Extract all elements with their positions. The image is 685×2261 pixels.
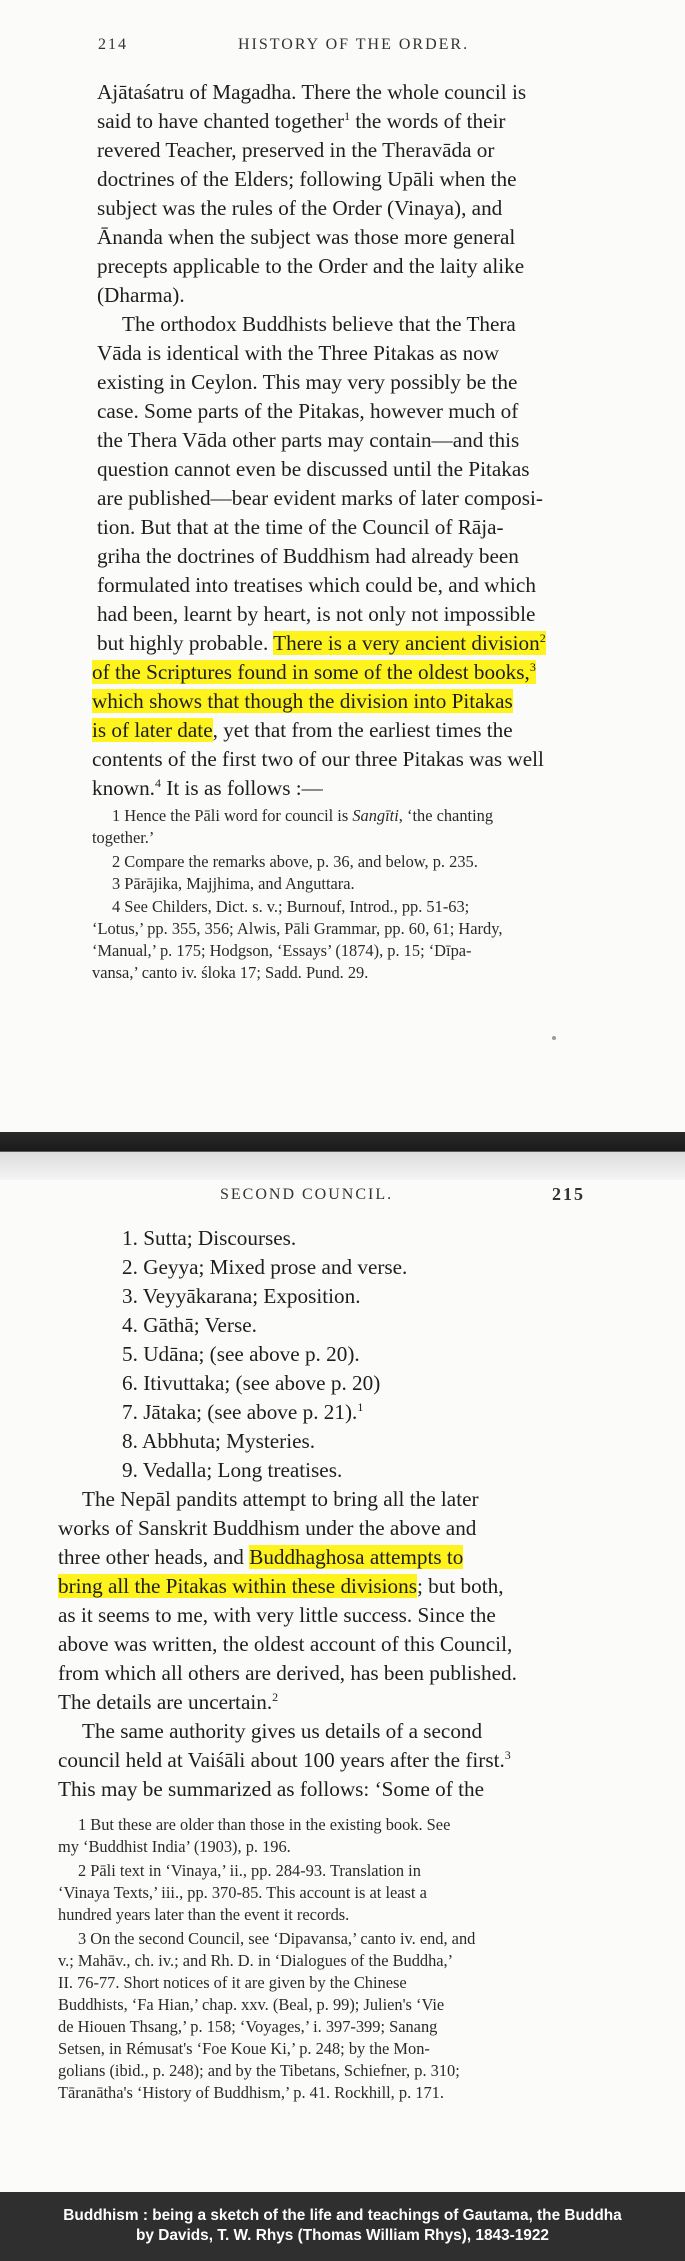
text-line bbox=[97, 194, 502, 223]
text-line bbox=[97, 484, 543, 513]
text-segment: 2. Geyya; Mixed prose and verse. bbox=[122, 1255, 408, 1279]
text-line bbox=[97, 136, 494, 165]
text-segment: 1 Hence the Pāli word for council is bbox=[112, 806, 353, 825]
text-segment: , yet that from the earliest times the bbox=[212, 718, 513, 742]
list-item bbox=[122, 1282, 361, 1311]
text-segment: vansa,’ canto iv. śloka 17; Sadd. Pund. 29. bbox=[92, 963, 369, 982]
text-segment: golians (ibid., p. 248); and by the Tibetans, Schiefner, p. 310; bbox=[58, 2061, 460, 2080]
text-line bbox=[58, 1601, 496, 1630]
text-line bbox=[97, 455, 530, 484]
footnote-ref: 3 bbox=[504, 1747, 511, 1762]
list-item bbox=[122, 1427, 315, 1456]
text-segment: This may be summarized as follows: ‘Some of the bbox=[58, 1777, 485, 1801]
footnote-line bbox=[112, 851, 478, 873]
text-segment: as it seems to me, with very little success. Since the bbox=[58, 1603, 496, 1627]
list-item bbox=[122, 1369, 380, 1398]
footnote-line bbox=[58, 2082, 444, 2104]
italic-term: Sangīti bbox=[352, 806, 399, 825]
text-line bbox=[97, 426, 519, 455]
footnote-line bbox=[78, 1860, 421, 1882]
text-line bbox=[97, 281, 185, 310]
text-segment: my ‘Buddhist India’ (1903), p. 196. bbox=[58, 1837, 291, 1856]
text-line bbox=[97, 252, 524, 281]
text-segment: question cannot even be discussed until the Pitakas bbox=[97, 457, 530, 481]
footnote-line bbox=[58, 1882, 427, 1904]
list-item bbox=[122, 1224, 296, 1253]
text-segment: The orthodox Buddhists believe that the Thera bbox=[122, 312, 516, 336]
footnote-line bbox=[58, 2060, 460, 2082]
highlighted-passage: There is a very ancient division$^2$ bbox=[273, 630, 546, 655]
text-segment: 3 On the second Council, see ‘Dipavansa,’ canto iv. end, and bbox=[78, 1929, 476, 1948]
page-number: 215 bbox=[552, 1184, 585, 1204]
footnote-line bbox=[112, 873, 355, 895]
text-segment: works of Sanskrit Buddhism under the above and bbox=[58, 1516, 477, 1540]
text-segment: council held at Vaiśāli about 100 years after the first. bbox=[58, 1748, 505, 1772]
text-line bbox=[97, 542, 519, 571]
text-line bbox=[97, 600, 535, 629]
page-number: 214 bbox=[98, 36, 128, 53]
text-segment: griha the doctrines of Buddhism had already been bbox=[97, 544, 519, 568]
footnote-ref: 1 bbox=[344, 108, 351, 123]
text-segment: existing in Ceylon. This may very possibly be the bbox=[97, 370, 518, 394]
text-segment: II. 76-77. Short notices of it are given by the Chinese bbox=[58, 1973, 407, 1992]
text-segment: 4. Gāthā; Verse. bbox=[122, 1313, 257, 1337]
text-segment: case. Some parts of the Pitakas, however much of bbox=[97, 399, 519, 423]
text-segment: said to have chanted together bbox=[97, 109, 345, 133]
text-segment: The details are uncertain. bbox=[58, 1690, 273, 1714]
text-segment: The Nepāl pandits attempt to bring all the later bbox=[82, 1487, 479, 1511]
text-segment: Ajātaśatru of Magadha. There the whole council is bbox=[97, 80, 527, 104]
text-line bbox=[58, 1659, 517, 1688]
highlighted-passage: is of later date bbox=[92, 718, 213, 742]
text-segment: 8. Abbhuta; Mysteries. bbox=[122, 1429, 316, 1453]
footnote-ref: 3 bbox=[529, 659, 536, 674]
text-segment: above was written, the oldest account of this Council, bbox=[58, 1632, 513, 1656]
text-line bbox=[58, 1630, 512, 1659]
list-item bbox=[122, 1456, 342, 1485]
text-line bbox=[97, 165, 517, 194]
footnote-line bbox=[92, 827, 154, 849]
text-line bbox=[97, 368, 517, 397]
text-segment: Tāranātha's ‘History of Buddhism,’ p. 41. Rockhill, p. 171. bbox=[58, 2083, 444, 2102]
list-item bbox=[122, 1340, 360, 1369]
text-segment: , ‘the chanting bbox=[398, 806, 494, 825]
text-segment: ‘Lotus,’ pp. 355, 356; Alwis, Pāli Grammar, pp. 60, 61; Hardy, bbox=[92, 919, 503, 938]
text-segment: Ānanda when the subject was those more general bbox=[97, 225, 516, 249]
book-citation-footer bbox=[0, 2192, 685, 2261]
footnote-ref: 2 bbox=[539, 630, 546, 645]
footnote-line bbox=[58, 1994, 444, 2016]
footnote-line bbox=[58, 1972, 407, 1994]
highlighted-passage: which shows that though the division into Pitakas bbox=[92, 689, 513, 713]
text-line bbox=[58, 1688, 278, 1717]
text-segment: 6. Itivuttaka; (see above p. 20) bbox=[122, 1371, 381, 1395]
footnote-line bbox=[92, 962, 368, 984]
footnote-line bbox=[112, 805, 493, 827]
text-segment: 5. Udāna; (see above p. 20). bbox=[122, 1342, 360, 1366]
text-segment: Buddhists, ‘Fa Hian,’ chap. xxv. (Beal, p. 99); Julien's ‘Vie bbox=[58, 1995, 445, 2014]
text-line bbox=[92, 658, 536, 687]
text-segment: The same authority gives us details of a second bbox=[82, 1719, 483, 1743]
text-segment: ‘Vinaya Texts,’ iii., pp. 370-85. This account is at least a bbox=[58, 1883, 427, 1902]
footnote-ref: 2 bbox=[272, 1689, 279, 1704]
running-head: SECOND COUNCIL. bbox=[220, 1186, 394, 1203]
list-item bbox=[122, 1311, 257, 1340]
text-line bbox=[92, 774, 323, 803]
text-line bbox=[58, 1514, 476, 1543]
footnote-line bbox=[78, 1928, 475, 1950]
text-line bbox=[58, 1543, 463, 1572]
footnote-line bbox=[112, 896, 469, 918]
text-segment: had been, learnt by heart, is not only not impossible bbox=[97, 602, 536, 626]
text-segment: 2 Compare the remarks above, p. 36, and below, p. 235. bbox=[112, 852, 478, 871]
text-line bbox=[92, 687, 513, 716]
footnote-line bbox=[58, 2038, 430, 2060]
text-segment: 3 Pārājika, Majjhima, and Anguttara. bbox=[112, 874, 355, 893]
running-head: HISTORY OF THE ORDER. bbox=[238, 36, 470, 53]
footnote-line bbox=[58, 2016, 437, 2038]
text-segment: formulated into treatises which could be, and which bbox=[97, 573, 536, 597]
highlighted-passage: bring all the Pitakas within these divisions bbox=[58, 1574, 417, 1598]
page-divider bbox=[0, 1132, 685, 1180]
text-line bbox=[97, 571, 536, 600]
text-line bbox=[97, 629, 546, 658]
text-segment: ‘Manual,’ p. 175; Hodgson, ‘Essays’ (1874), p. 15; ‘Dīpa- bbox=[92, 941, 472, 960]
text-segment: 1 But these are older than those in the existing book. See bbox=[78, 1815, 451, 1834]
text-segment: the Thera Vāda other parts may contain—and this bbox=[97, 428, 520, 452]
text-segment: doctrines of the Elders; following Upāli when the bbox=[97, 167, 517, 191]
highlighted-passage: of the Scriptures found in some of the oldest books,$^3$ bbox=[92, 659, 536, 684]
text-line bbox=[92, 745, 544, 774]
text-segment: 9. Vedalla; Long treatises. bbox=[122, 1458, 343, 1482]
footnote-ref: 4 bbox=[154, 775, 161, 790]
text-segment: together.’ bbox=[92, 828, 155, 847]
text-segment: 1. Sutta; Discourses. bbox=[122, 1226, 297, 1250]
text-line bbox=[58, 1746, 511, 1775]
text-segment: known. bbox=[92, 776, 155, 800]
text-line bbox=[97, 339, 499, 368]
text-segment: v.; Mahāv., ch. iv.; and Rh. D. in ‘Dialogues of the Buddha,’ bbox=[58, 1951, 454, 1970]
text-segment: de Hiouen Thsang,’ p. 158; ‘Voyages,’ i. 397-399; Sanang bbox=[58, 2017, 438, 2036]
list-item bbox=[122, 1398, 363, 1427]
text-segment: Vāda is identical with the Three Pitakas as now bbox=[97, 341, 500, 365]
text-line bbox=[58, 1572, 504, 1601]
text-line bbox=[97, 78, 526, 107]
footnote-line bbox=[58, 1904, 349, 1926]
text-segment: precepts applicable to the Order and the laity alike bbox=[97, 254, 525, 278]
highlighted-passage: Buddhaghosa attempts to bbox=[249, 1545, 464, 1569]
text-line bbox=[92, 716, 513, 745]
text-segment: subject was the rules of the Order (Vinaya), and bbox=[97, 196, 503, 220]
text-line bbox=[58, 1775, 484, 1804]
text-segment: 7. Jātaka; (see above p. 21). bbox=[122, 1400, 358, 1424]
footnote-line bbox=[58, 1836, 291, 1858]
list-item bbox=[122, 1253, 407, 1282]
book-title: Buddhism : being a sketch of the life and teachings of Gautama, the Buddha bbox=[63, 2207, 622, 2224]
text-line bbox=[82, 1485, 479, 1514]
text-line bbox=[97, 223, 515, 252]
book-author: by Davids, T. W. Rhys (Thomas William Rhys), 1843-1922 bbox=[136, 2227, 549, 2244]
text-segment: It is as follows :— bbox=[160, 776, 323, 800]
text-segment: contents of the first two of our three Pitakas was well bbox=[92, 747, 544, 771]
text-segment: revered Teacher, preserved in the Theravāda or bbox=[97, 138, 495, 162]
text-line bbox=[82, 1717, 482, 1746]
footnote-line bbox=[92, 940, 472, 962]
text-segment: hundred years later than the event it records. bbox=[58, 1905, 350, 1924]
text-segment: from which all others are derived, has been published. bbox=[58, 1661, 517, 1685]
text-segment: 2 Pāli text in ‘Vinaya,’ ii., pp. 284-93. Translation in bbox=[78, 1861, 421, 1880]
footnote-line bbox=[78, 1814, 450, 1836]
text-segment: ; but both, bbox=[416, 1574, 504, 1598]
text-segment: tion. But that at the time of the Council of Rāja- bbox=[97, 515, 504, 539]
footnote-line bbox=[58, 1950, 453, 1972]
text-segment: 3. Veyyākarana; Exposition. bbox=[122, 1284, 361, 1308]
scan-speck bbox=[552, 1036, 556, 1040]
text-segment: the words of their bbox=[350, 109, 506, 133]
text-segment: three other heads, and bbox=[58, 1545, 250, 1569]
text-line bbox=[97, 397, 518, 426]
text-segment: but highly probable. bbox=[97, 631, 269, 655]
text-line bbox=[97, 107, 505, 136]
text-segment: Setsen, in Rémusat's ‘Foe Koue Ki,’ p. 248; by the Mon- bbox=[58, 2039, 430, 2058]
text-line bbox=[97, 513, 504, 542]
text-segment: are published—bear evident marks of later composi- bbox=[97, 486, 543, 510]
footnote-ref: 1 bbox=[357, 1399, 364, 1414]
footnote-line bbox=[92, 918, 502, 940]
text-segment: 4 See Childers, Dict. s. v.; Burnouf, Introd., pp. 51-63; bbox=[112, 897, 470, 916]
text-line bbox=[122, 310, 516, 339]
text-segment: (Dharma). bbox=[97, 283, 185, 307]
